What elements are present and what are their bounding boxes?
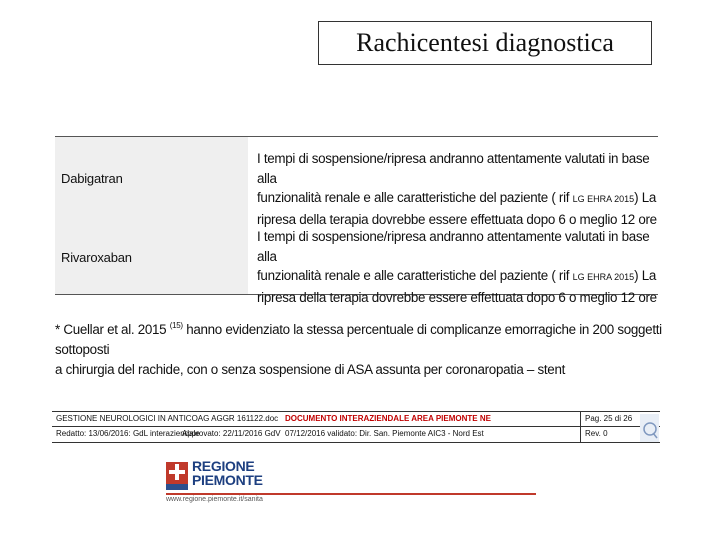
- footer-approved: Approvato: 22/11/2016 GdV: [182, 429, 281, 438]
- drug-name-dabigatran: Dabigatran: [61, 171, 123, 186]
- footer-doc-title: DOCUMENTO INTERAZIENDALE AREA PIEMONTE NE: [285, 414, 491, 423]
- footnote: * Cuellar et al. 2015 $^{(15)}$ hanno evidenziato la stessa percentuale di complicanze emorragiche in 200 soggetti sottoposti a chirurgia del rachide, con o senza sospensione di ASA assunta per coronaropatia – stent: [55, 321, 662, 377]
- corner-logo-icon: [640, 414, 659, 442]
- table-row-text: I tempi di sospensione/ripresa andranno attentamente valutati in base alla funzionalità renale e alle caratteristiche del paziente ( rif LG EHRA 2015) La ripresa della terapia dovrebbe essere effettuata dopo 6 o meglio 12 ore: [257, 151, 657, 227]
- footer-page: Pag. 25 di 26: [585, 414, 633, 423]
- logo-divider: [166, 493, 536, 495]
- footer-validated: 07/12/2016 validato: Dir. San. Piemonte AIC3 - Nord Est: [285, 429, 484, 438]
- region-logo: REGIONE PIEMONTE: [166, 457, 256, 501]
- region-url: www.regione.piemonte.it/sanita: [166, 496, 263, 503]
- drug-column: [55, 137, 248, 294]
- footer-drafted: Redatto: 13/06/2016: GdL interaziendale: [56, 429, 200, 438]
- document-footer: [52, 411, 660, 443]
- drug-name-rivaroxaban: Rivaroxaban: [61, 250, 132, 265]
- anticoagulant-table: [55, 136, 658, 305]
- footer-revision: Rev. 0: [585, 429, 608, 438]
- slide-title-box: [318, 21, 652, 65]
- table-row-text: I tempi di sospensione/ripresa andranno attentamente valutati in base alla funzionalità renale e alle caratteristiche del paziente ( rif LG EHRA 2015) La ripresa della terapia dovrebbe essere effettuata dopo 6 o meglio 12 ore: [257, 229, 657, 305]
- footer-file: GESTIONE NEUROLOGICI IN ANTICOAG AGGR 161122.doc: [56, 414, 279, 423]
- slide-title: Rachicentesi diagnostica: [356, 28, 614, 57]
